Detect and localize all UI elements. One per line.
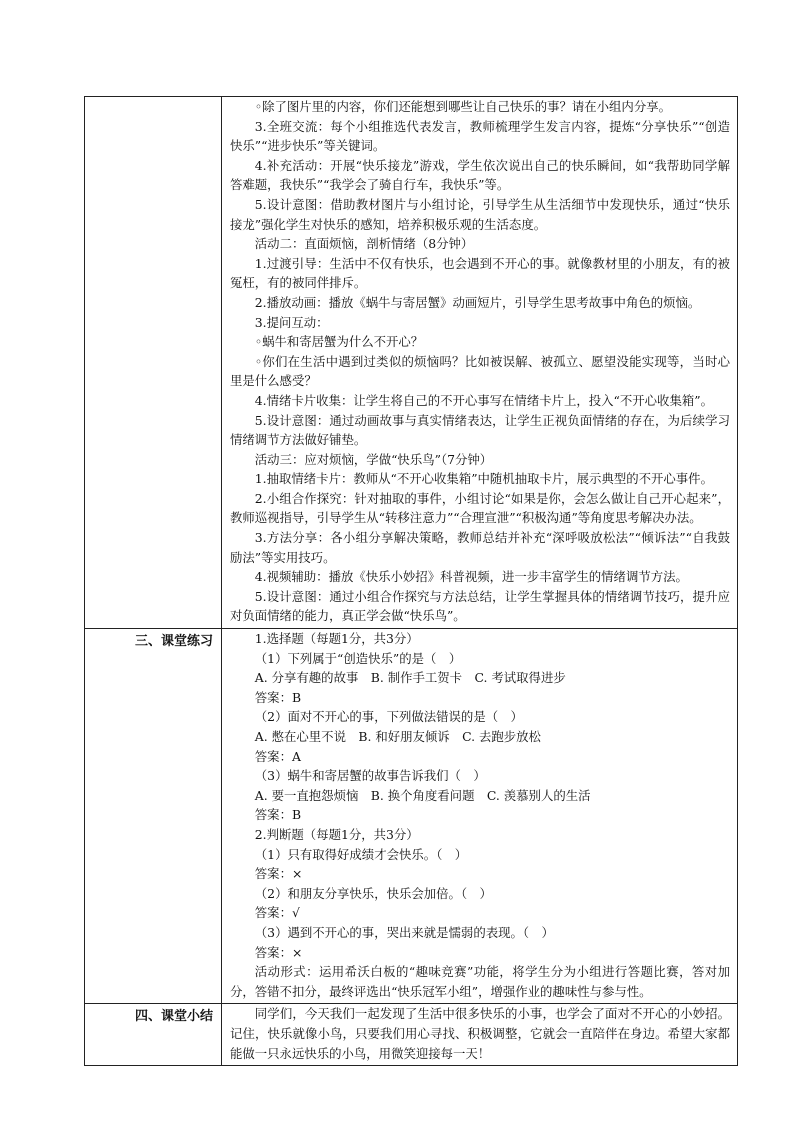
text-paragraph: ◦你们在生活中遇到过类似的烦恼吗？比如被误解、被孤立、愿望没能实现等，当时心里是什么感受？ xyxy=(230,353,730,389)
question: （1）只有取得好成绩才会快乐。（ ） xyxy=(254,846,468,862)
text-paragraph: 3.提问互动： xyxy=(254,314,329,330)
answer: 答案：× xyxy=(254,944,303,960)
question: （3）蜗牛和寄居蟹的故事告诉我们（ ） xyxy=(254,768,486,784)
section-label: 三、课堂练习 xyxy=(85,629,222,1004)
question: （2）和朋友分享快乐，快乐会加倍。（ ） xyxy=(254,885,492,901)
text-paragraph: 1.过渡引导：生活中不仅有快乐，也会遇到不开心的事。就像教材里的小朋友，有的被冤枉，有的被同伴排斥。 xyxy=(230,255,730,291)
question: （3）遇到不开心的事，哭出来就是懦弱的表现。（ ） xyxy=(254,924,554,940)
activity-heading: 活动三：应对烦恼，学做“快乐鸟”（7分钟） xyxy=(254,451,493,467)
activities-row xyxy=(85,97,738,629)
text-paragraph: 4.补充活动：开展“快乐接龙”游戏，学生依次说出自己的快乐瞬间，如“我帮助同学解答难题，我快乐”“我学会了骑自行车，我快乐”等。 xyxy=(230,157,730,193)
lesson-plan-table xyxy=(84,96,738,1066)
text-paragraph: ◦除了图片里的内容，你们还能想到哪些让自己快乐的事？请在小组内分享。 xyxy=(254,99,671,114)
activities-content xyxy=(222,97,738,629)
text-paragraph: 3.方法分享：各小组分享解决策略，教师总结并补充“深呼吸放松法”“倾诉法”“自我鼓励法”等实用技巧。 xyxy=(230,530,730,565)
practice-content xyxy=(222,629,738,1004)
text-paragraph: 活动形式：运用希沃白板的“趣味竞赛”功能，将学生分为小组进行答题比赛，答对加分，答错不扣分，最终评选出“快乐冠军小组”，增强作业的趣味性与参与性。 xyxy=(230,964,730,999)
answer: 答案：× xyxy=(254,866,303,882)
question-options: A. 分享有趣的故事 B. 制作手工贺卡 C. 考试取得进步 xyxy=(254,670,566,686)
section-label: 四、课堂小结 xyxy=(85,1004,222,1066)
text-paragraph: 同学们，今天我们一起发现了生活中很多快乐的小事，也学会了面对不开心的小妙招。记住，快乐就像小鸟，只要我们用心寻找、积极调整，它就会一直陪伴在身边。希望大家都能做一只永远快乐的小鸟，用微笑迎接每一天！ xyxy=(230,1006,730,1061)
question: （1）下列属于“创造快乐”的是（ ） xyxy=(254,650,462,666)
text-paragraph: 3.全班交流：每个小组推选代表发言，教师梳理学生发言内容，提炼“分享快乐”“创造快乐”“进步快乐”等关键词。 xyxy=(230,118,730,154)
practice-row xyxy=(85,629,738,1004)
answer: 答案：√ xyxy=(254,905,300,921)
section-label xyxy=(85,97,222,629)
text-paragraph: 5.设计意图：通过小组合作探究与方法总结，让学生掌握具体的情绪调节技巧，提升应对负面情绪的能力，真正学会做“快乐鸟”。 xyxy=(230,588,730,624)
text-paragraph: ◦蜗牛和寄居蟹为什么不开心？ xyxy=(254,334,424,350)
question-heading: 1.选择题（每题1分，共3分） xyxy=(254,631,419,647)
summary-content xyxy=(222,1004,738,1066)
question-heading: 2.判断题（每题1分，共3分） xyxy=(254,826,419,842)
answer: 答案：B xyxy=(254,807,302,823)
question: （2）面对不开心的事，下列做法错误的是（ ） xyxy=(254,709,523,725)
text-paragraph: 5.设计意图：通过动画故事与真实情绪表达，让学生正视负面情绪的存在，为后续学习情绪调节方法做好铺垫。 xyxy=(230,412,730,448)
question-options: A. 憋在心里不说 B. 和好朋友倾诉 C. 去跑步放松 xyxy=(254,729,541,744)
text-paragraph: 4.情绪卡片收集：让学生将自己的不开心事写在情绪卡片上，投入“不开心收集箱”。 xyxy=(254,392,713,408)
summary-row xyxy=(85,1004,738,1066)
question-options: A. 要一直抱怨烦恼 B. 换个角度看问题 C. 羡慕别人的生活 xyxy=(254,787,591,803)
text-paragraph: 1.抽取情绪卡片：教师从“不开心收集箱”中随机抽取卡片，展示典型的不开心事件。 xyxy=(254,471,713,487)
activity-heading: 活动二：直面烦恼，剖析情绪（8分钟） xyxy=(254,236,474,252)
text-paragraph: 2.播放动画：播放《蜗牛与寄居蟹》动画短片，引导学生思考故事中角色的烦恼。 xyxy=(254,294,701,310)
answer: 答案：B xyxy=(254,689,302,705)
text-paragraph: 2.小组合作探究：针对抽取的事件，小组讨论“如果是你，会怎么做让自己开心起来”，教师巡视指导，引导学生从“转移注意力”“合理宣泄”“积极沟通”等角度思考解决办法。 xyxy=(230,490,730,526)
answer: 答案：A xyxy=(254,748,301,764)
text-paragraph: 5.设计意图：借助教材图片与小组讨论，引导学生从生活细节中发现快乐，通过“快乐接龙”强化学生对快乐的感知，培养积极乐观的生活态度。 xyxy=(230,196,730,232)
text-paragraph: 4.视频辅助：播放《快乐小妙招》科普视频，进一步丰富学生的情绪调节方法。 xyxy=(254,569,688,585)
